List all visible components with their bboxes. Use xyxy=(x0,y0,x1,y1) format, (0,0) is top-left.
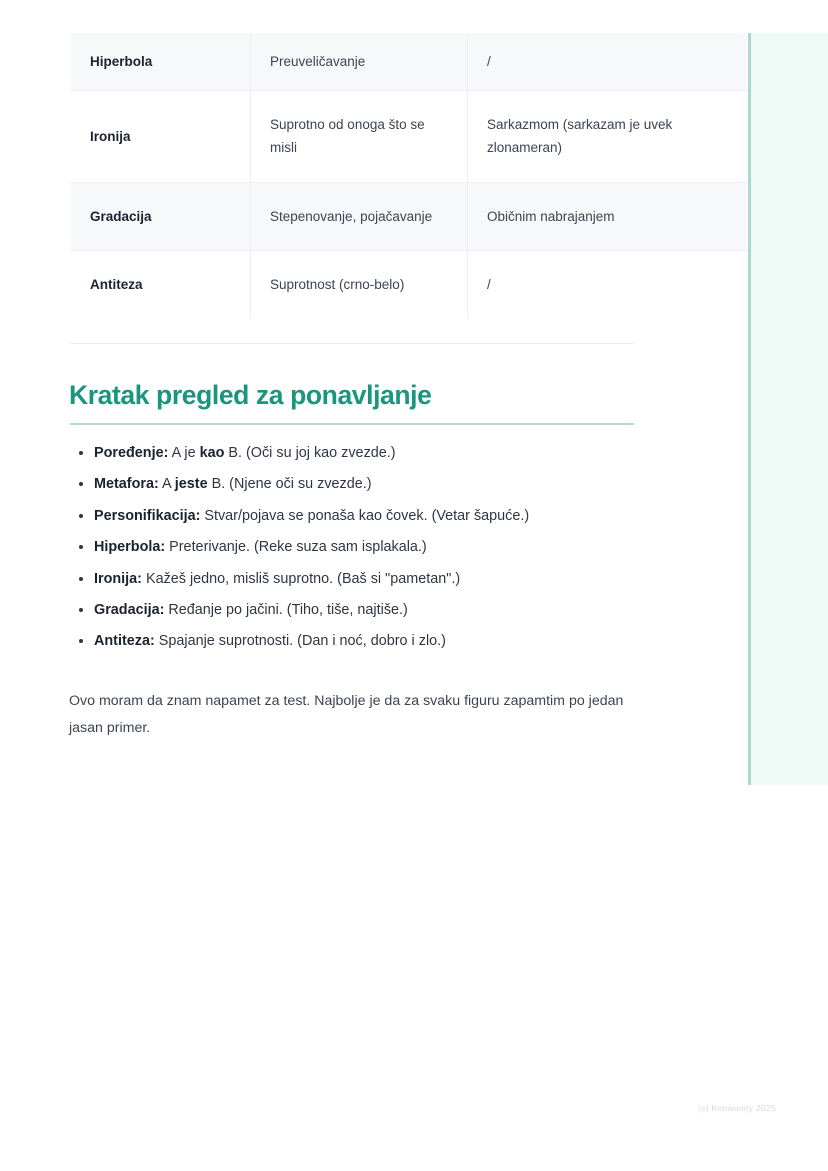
cell-figure-name: Gradacija xyxy=(71,182,251,250)
list-item xyxy=(70,631,670,652)
bullet-text-pre: Spajanje suprotnosti. (Dan i noć, dobro i zlo.) xyxy=(154,633,446,650)
cell-figure-name: Antiteza xyxy=(71,250,251,318)
bullet-text-pre: A je xyxy=(168,445,200,461)
summary-bullet-list xyxy=(70,443,670,663)
bullet-term: Poređenje: xyxy=(94,445,169,461)
bullet-emphasis: jeste xyxy=(174,476,208,493)
bullet-term: Antiteza: xyxy=(94,633,155,650)
list-item xyxy=(70,474,670,495)
bullet-text-pre: Preterivanje. (Reke suza sam isplakala.) xyxy=(165,539,427,556)
cell-figure-name: Hiperbola xyxy=(71,33,251,91)
cell-figure-definition: Suprotnost (crno-belo) xyxy=(251,250,468,318)
list-item xyxy=(70,506,670,527)
table-row xyxy=(71,250,748,318)
bullet-term: Ironija: xyxy=(94,570,142,587)
bullet-text-post: B. (Njene oči su zvezde.) xyxy=(207,476,372,493)
cell-figure-mixup: Običnim nabrajanjem xyxy=(468,182,748,250)
bullet-term: Personifikacija: xyxy=(94,507,201,524)
cell-figure-mixup: / xyxy=(468,250,748,318)
footer-copyright: (c) Knowunity 2025 xyxy=(697,1103,776,1113)
cell-figure-definition: Stepenovanje, pojačavanje xyxy=(251,182,468,250)
bullet-text-post: B. (Oči su joj kao zvezde.) xyxy=(224,445,396,461)
bullet-term: Gradacija: xyxy=(94,601,165,618)
section-divider xyxy=(70,343,634,344)
table-row xyxy=(71,33,748,91)
bullet-text-pre: Ređanje po jačini. (Tiho, tiše, najtiše.) xyxy=(164,601,408,618)
cell-figure-definition: Suprotno od onoga što se misli xyxy=(251,91,468,182)
table-row xyxy=(71,91,748,182)
heading-underline xyxy=(70,423,634,425)
list-item xyxy=(70,537,670,558)
cell-figure-definition: Preuveličavanje xyxy=(251,33,468,91)
stylistic-figures-table xyxy=(70,33,748,319)
right-edge-panel xyxy=(748,33,828,785)
bullet-term: Metafora: xyxy=(94,476,159,493)
bullet-term: Hiperbola: xyxy=(94,539,166,556)
closing-paragraph: Ovo moram da znam napamet za test. Najbolje je da za svaku figuru zapamtim po jedan jasan primer. xyxy=(69,693,624,737)
table-body xyxy=(71,33,748,319)
page-title: Kratak pregled za ponavljanje xyxy=(69,380,432,410)
bullet-text-pre: A xyxy=(158,476,175,493)
cell-figure-mixup: Sarkazmom (sarkazam je uvek zlonameran) xyxy=(468,91,748,182)
bullet-text-pre: Stvar/pojava se ponaša kao čovek. (Vetar šapuće.) xyxy=(200,507,530,524)
list-item xyxy=(70,443,670,464)
table-row xyxy=(71,182,748,250)
cell-figure-mixup: / xyxy=(468,33,748,91)
cell-figure-name: Ironija xyxy=(71,91,251,182)
list-item xyxy=(70,569,670,590)
bullet-text-pre: Kažeš jedno, misliš suprotno. (Baš si "pametan".) xyxy=(141,570,461,587)
bullet-emphasis: kao xyxy=(199,445,225,461)
list-item xyxy=(70,600,670,621)
